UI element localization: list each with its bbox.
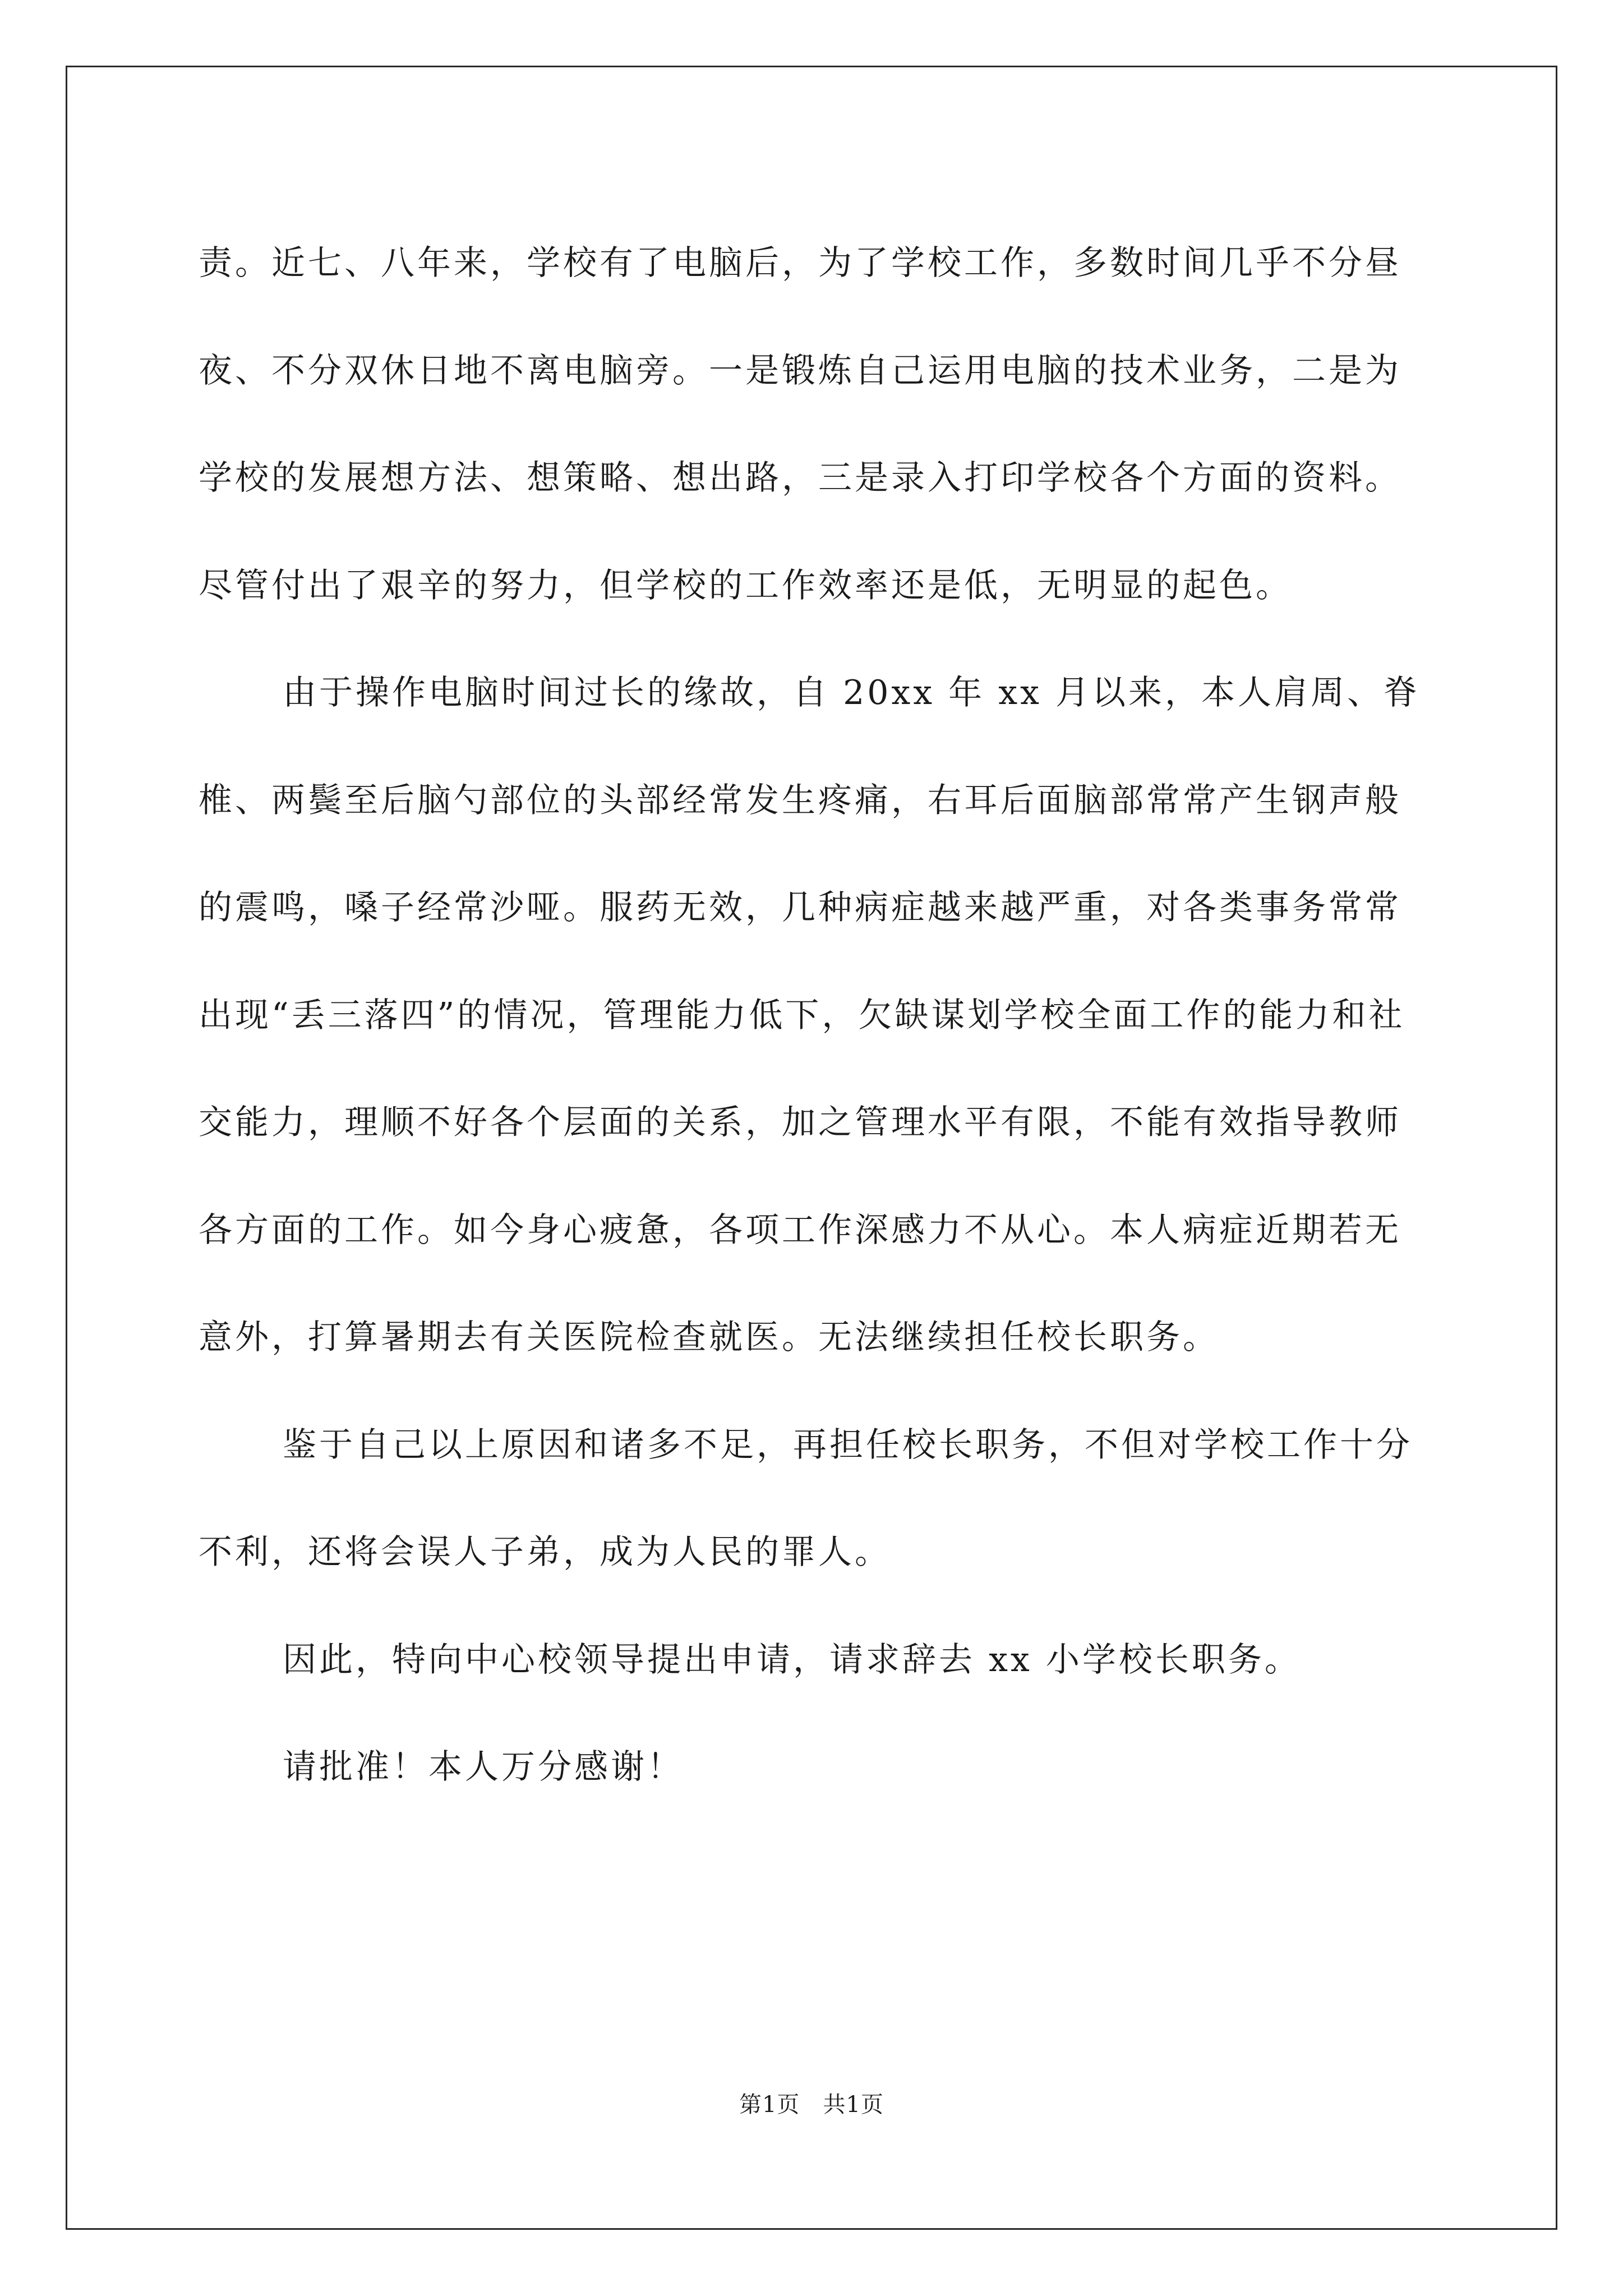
paragraph-shortcomings: 鉴于自己以上原因和诸多不足，再担任校长职务，不但对学校工作十分不利，还将会误人子弟，成为人民的罪人。 — [199, 1425, 1413, 1572]
page-number-footer: 第1页 共1页 — [739, 2092, 884, 2118]
paragraph-closing: 请批准！本人万分感谢！ — [283, 1747, 684, 1787]
document-body — [199, 210, 1432, 1821]
paragraph-health-reasons: 由于操作电脑时间过长的缘故，自 20xx 年 xx 月以来，本人肩周、脊椎、两鬓至后脑勺部位的头部经常发生疼痛，右耳后面脑部常常产生钢声般的震鸣，嗓子经常沙哑。服药无效，几种病症越来越严重，对各类事务常常出现“丢三落四”的情况，管理能力低下，欠缺谋划学校全面工作的能力和社交能力，理顺不好各个层面的关系，加之管理水平有限，不能有效指导教师各方面的工作。如今身心疲惫，各项工作深感力不从心。本人病症近期若无意外，打算暑期去有关医院检查就医。无法继续担任校长职务。 — [199, 673, 1420, 1357]
paragraph-request: 因此，特向中心校领导提出申请，请求辞去 xx 小学校长职务。 — [283, 1640, 1301, 1680]
paragraph-continuation: 责。近七、八年来，学校有了电脑后，为了学校工作，多数时间几乎不分昼夜、不分双休日地不离电脑旁。一是锻炼自己运用电脑的技术业务，二是为学校的发展想方法、想策略、想出路，三是录入打印学校各个方面的资料。尽管付出了艰辛的努力，但学校的工作效率还是低，无明显的起色。 — [199, 243, 1401, 605]
